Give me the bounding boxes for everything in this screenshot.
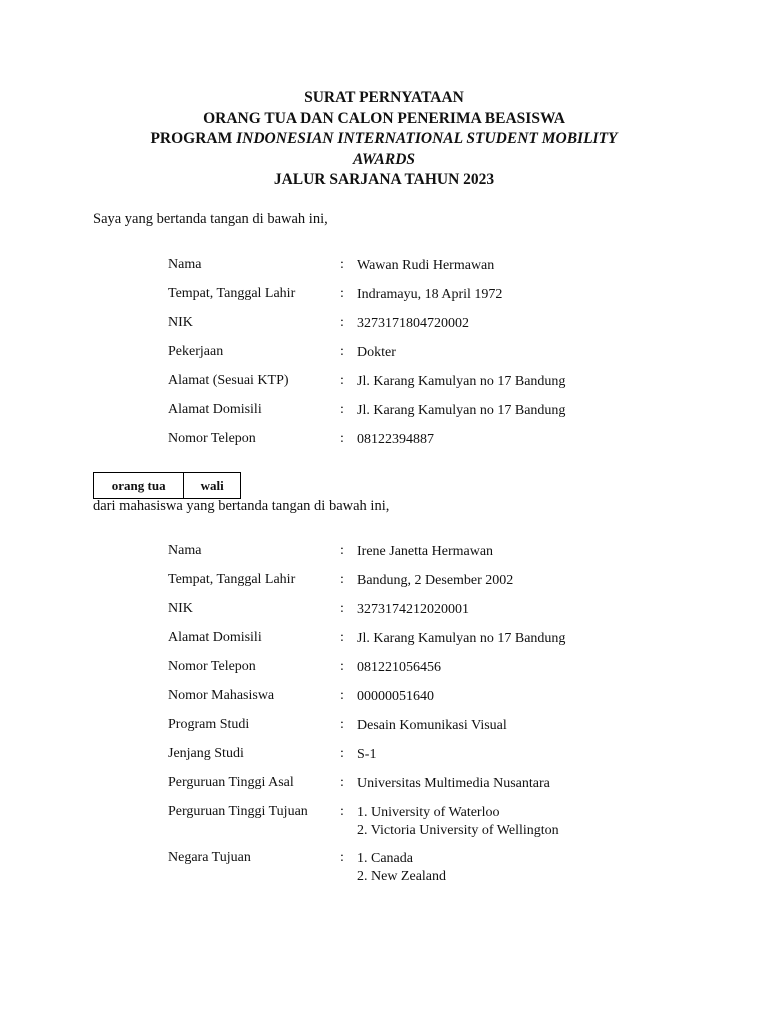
field-value: Desain Komunikasi Visual [357, 718, 507, 733]
field-value: Bandung, 2 Desember 2002 [357, 573, 514, 588]
title-line-4-italic: AWARDS [352, 150, 416, 168]
field-label: Tempat, Tanggal Lahir [168, 286, 296, 301]
field-colon: : [340, 717, 344, 732]
title-line-1: SURAT PERNYATAAN [304, 89, 464, 106]
field-colon: : [340, 344, 344, 359]
field-value: 3273174212020001 [357, 602, 469, 617]
field-label: NIK [168, 601, 193, 616]
field-colon: : [340, 659, 344, 674]
field-colon: : [340, 373, 344, 388]
title-line-3 [60, 129, 708, 150]
field-value: Jl. Karang Kamulyan no 17 Bandung [357, 403, 566, 418]
field-colon: : [340, 572, 344, 587]
option-wali: wali [200, 477, 224, 493]
field-value: 00000051640 [357, 689, 434, 704]
field-colon: : [340, 601, 344, 616]
field-colon: : [340, 257, 344, 272]
field-label: Alamat Domisili [168, 630, 262, 645]
field-colon: : [340, 543, 344, 558]
field-value [357, 804, 559, 839]
field-label: Program Studi [168, 717, 250, 732]
field-label: Nomor Telepon [168, 431, 256, 446]
field-value: 08122394887 [357, 432, 434, 447]
document-title [60, 88, 708, 191]
field-label: Alamat Domisili [168, 402, 262, 417]
field-value: Universitas Multimedia Nusantara [357, 776, 550, 791]
intro-student: dari mahasiswa yang bertanda tangan di bawah ini, [93, 498, 390, 514]
field-label: NIK [168, 315, 193, 330]
field-colon: : [340, 315, 344, 330]
field-label: Nomor Mahasiswa [168, 688, 275, 703]
field-value [357, 850, 446, 885]
field-value-line-1: 1. Canada [357, 851, 413, 866]
field-value-line-2: 2. Victoria University of Wellington [357, 822, 559, 838]
title-line-2: ORANG TUA DAN CALON PENERIMA BEASISWA [203, 109, 565, 127]
field-label: Negara Tujuan [168, 850, 251, 865]
field-label: Alamat (Sesuai KTP) [168, 373, 289, 388]
field-label: Tempat, Tanggal Lahir [168, 572, 296, 587]
relation-choice-box [93, 472, 241, 499]
field-value-line-1: 1. University of Waterloo [357, 805, 500, 820]
field-colon: : [340, 402, 344, 417]
field-colon: : [340, 775, 344, 790]
field-value: 3273171804720002 [357, 316, 469, 331]
field-value: Jl. Karang Kamulyan no 17 Bandung [357, 631, 566, 646]
field-value: Wawan Rudi Hermawan [357, 258, 495, 273]
field-label: Nomor Telepon [168, 659, 256, 674]
field-label: Nama [168, 543, 202, 558]
title-line-3-prefix: PROGRAM [150, 130, 237, 147]
field-colon: : [340, 688, 344, 703]
field-value: 081221056456 [357, 660, 441, 675]
field-value: Irene Janetta Hermawan [357, 544, 494, 559]
field-label: Nama [168, 257, 202, 272]
field-colon: : [340, 286, 344, 301]
field-colon: : [340, 746, 344, 761]
field-label: Perguruan Tinggi Tujuan [168, 804, 308, 819]
field-value: S-1 [357, 747, 377, 762]
title-line-5: JALUR SARJANA TAHUN 2023 [273, 171, 495, 188]
field-value-line-2: 2. New Zealand [357, 868, 447, 884]
title-line-3-italic: INDONESIAN INTERNATIONAL STUDENT MOBILITY [236, 130, 618, 147]
title-line-4 [60, 150, 708, 171]
field-colon: : [340, 431, 344, 446]
option-orang-tua: orang tua [94, 473, 184, 498]
intro-parent: Saya yang bertanda tangan di bawah ini, [93, 211, 328, 227]
field-colon: : [340, 630, 344, 645]
field-label: Perguruan Tinggi Asal [168, 775, 294, 790]
field-colon: : [340, 850, 344, 865]
field-value: Jl. Karang Kamulyan no 17 Bandung [357, 374, 566, 389]
field-colon: : [340, 804, 344, 819]
field-label: Pekerjaan [168, 344, 224, 359]
field-value: Indramayu, 18 April 1972 [357, 287, 503, 302]
field-value: Dokter [357, 345, 396, 360]
field-label: Jenjang Studi [168, 746, 244, 761]
